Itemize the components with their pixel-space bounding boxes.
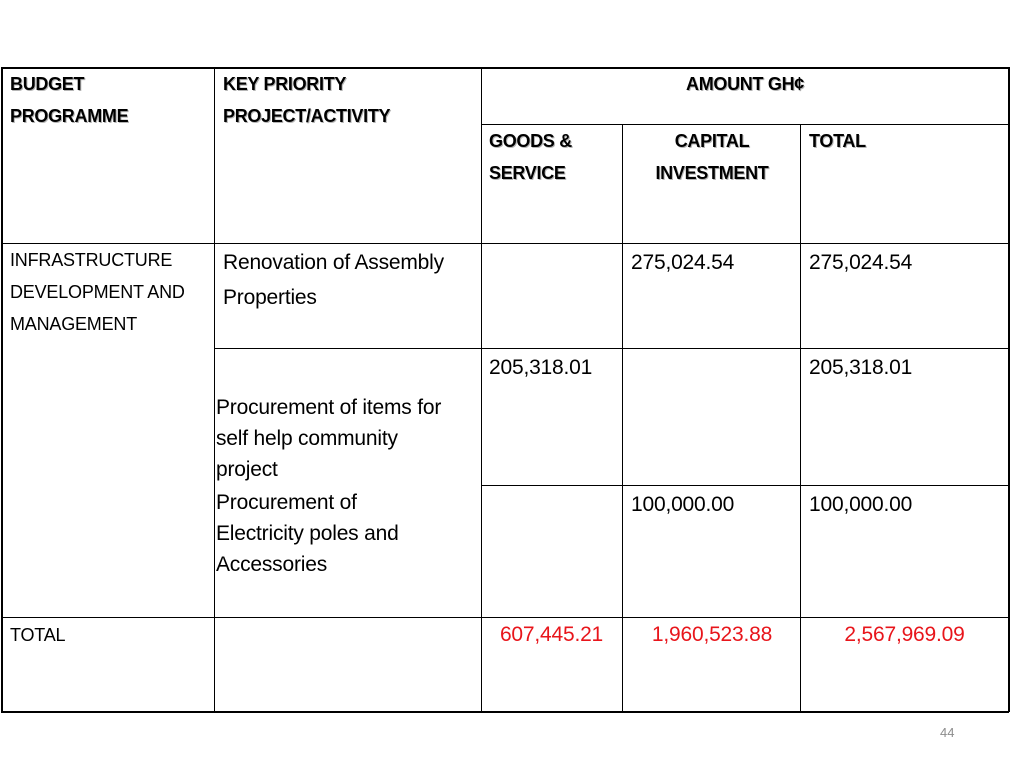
header-key-priority-line1: KEY PRIORITY (223, 74, 347, 94)
row2-activity-line1: Procurement of items for (216, 396, 442, 419)
row1-activity-line1: Renovation of Assembly (223, 251, 444, 274)
table-border-right (1008, 67, 1010, 712)
header-key-priority-line2: PROJECT/ACTIVITY (223, 106, 391, 126)
header-goods-service-line1: GOODS & (489, 131, 572, 151)
header-budget-programme (10, 68, 128, 132)
programme-name-line3: MANAGEMENT (10, 314, 138, 334)
table-border-bottom (1, 711, 1009, 713)
programme-name-line2: DEVELOPMENT AND (10, 282, 185, 302)
row2-activity-line3: project (216, 458, 278, 481)
row1-capital-investment: 275,024.54 (631, 251, 735, 274)
table-border-left (1, 67, 3, 712)
total-amount: 2,567,969.09 (844, 623, 965, 646)
row2-goods-service: 205,318.01 (489, 356, 593, 379)
header-goods-service-line2: SERVICE (489, 163, 566, 183)
row1-activity (223, 245, 444, 315)
row1-activity-line2: Properties (223, 286, 317, 309)
header-amount-label: AMOUNT GH¢ (686, 74, 804, 94)
header-total-label: TOTAL (809, 131, 866, 151)
row2-divider (481, 485, 1009, 486)
row2-activity-line2: self help community (216, 427, 398, 450)
header-amount (481, 68, 1009, 100)
header-goods-service (489, 125, 572, 189)
row3-total: 100,000.00 (809, 493, 913, 516)
header-capital-investment (623, 125, 801, 189)
col1-divider (214, 67, 215, 712)
row3-activity-line3: Accessories (216, 553, 328, 576)
col2-divider (481, 67, 482, 712)
header-key-priority (223, 68, 390, 132)
row2-activity (216, 392, 441, 485)
header-total (809, 125, 866, 157)
row3-activity-line1: Procurement of (216, 491, 357, 514)
header-budget-programme-line2: PROGRAMME (10, 106, 129, 126)
programme-name-line1: INFRASTRUCTURE (10, 250, 173, 270)
total-row-label: TOTAL (10, 625, 66, 645)
page-number: 44 (940, 725, 955, 740)
row3-activity-line2: Electricity poles and (216, 522, 399, 545)
row3-activity (216, 487, 399, 580)
total-goods-service: 607,445.21 (499, 623, 604, 646)
header-capital-investment-line2: INVESTMENT (655, 163, 769, 183)
total-capital-investment: 1,960,523.88 (651, 623, 773, 646)
programme-name (10, 244, 185, 340)
header-capital-investment-line1: CAPITAL (674, 131, 750, 151)
row1-divider (215, 348, 1009, 349)
row3-capital-investment: 100,000.00 (631, 493, 735, 516)
row2-total: 205,318.01 (809, 356, 913, 379)
row1-total: 275,024.54 (809, 251, 913, 274)
header-budget-programme-line1: BUDGET (10, 74, 85, 94)
